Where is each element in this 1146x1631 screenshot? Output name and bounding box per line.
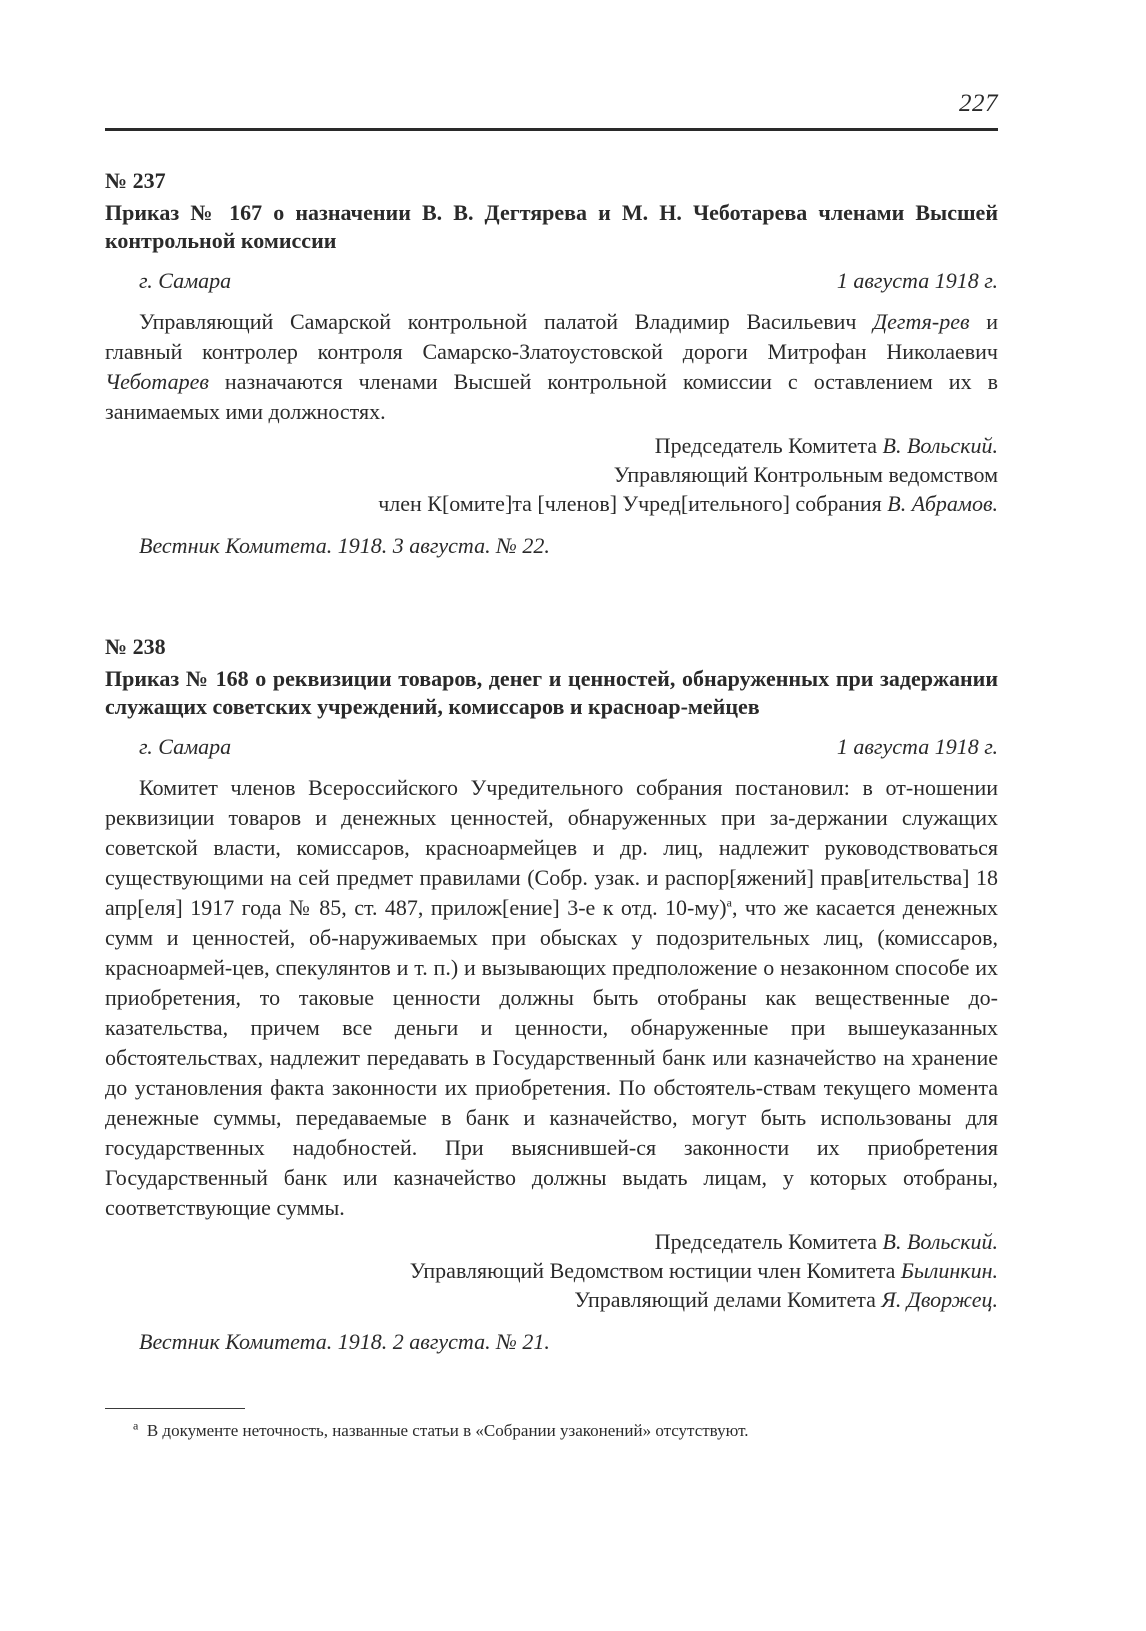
document-number: № 237 — [105, 168, 166, 193]
signatory-role: Председатель Комитета — [654, 433, 883, 458]
document-number: № 238 — [105, 634, 166, 659]
signatory-role: Управляющий Контрольным ведомством — [613, 462, 998, 487]
document-237 — [105, 167, 998, 560]
signature-line — [105, 460, 998, 489]
signature-block — [105, 431, 998, 518]
header-rule — [105, 128, 998, 131]
signatory-name: Я. Дворжец. — [881, 1287, 998, 1312]
person-name: Дегтя-рев — [873, 309, 970, 334]
body-text-part: и главный контролер контроля Самарско-Златоустовской дороги Митрофан Николаевич — [105, 309, 998, 364]
body-text-part: назначаются членами Высшей контрольной комиссии с оставлением их в занимаемых ими должностях. — [105, 369, 998, 424]
page-number: 227 — [959, 90, 998, 117]
signatory-role: член К[омите]та [членов] Учред[ительного] собрания — [378, 491, 888, 516]
signatory-role: Председатель Комитета — [654, 1229, 883, 1254]
document-title: Приказ № 168 о реквизиции товаров, денег и ценностей, обнаруженных при задержании служащих советских учреждений, комиссаров и красноар-мейцев — [105, 666, 998, 719]
signature-line — [105, 1227, 998, 1256]
footnote-marker: а — [133, 1418, 139, 1433]
footnote — [133, 1420, 749, 1442]
document-title: Приказ № 167 о назначении В. В. Дегтярева и М. Н. Чеботарева членами Высшей контрольной комиссии — [105, 200, 998, 253]
signatory-name: Былинкин. — [900, 1258, 998, 1283]
document-238 — [105, 633, 998, 1356]
footnote-text: В документе неточность, названные статьи в «Собрании узаконений» отсутствуют. — [146, 1421, 749, 1440]
signature-block — [105, 1227, 998, 1314]
footnote-rule — [105, 1408, 245, 1409]
signatory-name: В. Абрамов. — [887, 491, 998, 516]
signature-line — [105, 1285, 998, 1314]
document-body — [105, 773, 998, 1223]
document-date: 1 августа 1918 г. — [836, 734, 998, 759]
place-date-line — [105, 733, 998, 761]
place-date-line — [105, 267, 998, 295]
footnote-reference: а — [726, 895, 732, 910]
signature-line — [105, 1256, 998, 1285]
signature-line — [105, 431, 998, 460]
person-name: Чеботарев — [105, 369, 209, 394]
body-text-part: Комитет членов Всероссийского Учредительного собрания постановил: в от-ношении реквизиции товаров и денежных ценностей, обнаруженных при за-держании служащих советской власти, комиссаров, красноармейцев и др. лиц, надлежит руководствоваться существующими на сей предмет правилами (Собр. узак. и распор[яжений] прав[ительства] 18 апр[еля] 1917 года № 85, ст. 487, прилож[ение] 3-е к отд. 10-му) — [105, 775, 998, 920]
signatory-name: В. Вольский. — [882, 1229, 998, 1254]
body-text-part: , что же касается денежных сумм и ценностей, об-наруживаемых при обысках у подозрительных лиц, (комиссаров, красноармей-цев, спекулянтов и т. п.) и вызывающих предположение о незаконном способе их приобретения, то таковые ценности должны быть отобраны как вещественные до-казательства, причем все деньги и ценности, обнаруженные при вышеуказанных обстоятельствах, надлежит передавать в Государственный банк или казначейство на хранение до установления факта законности их приобретения. По обстоятель-ствам текущего момента денежные суммы, передаваемые в банк и казначейство, могут быть использованы для государственных надобностей. При выяснившей-ся законности их приобретения Государственный банк или казначейство должны выдать лицам, у которых отобраны, соответствующие суммы. — [105, 895, 999, 1220]
document-place: г. Самара — [139, 268, 232, 293]
document-source: Вестник Комитета. 1918. 2 августа. № 21. — [139, 1329, 550, 1354]
signatory-role: Управляющий Ведомством юстиции член Комитета — [409, 1258, 901, 1283]
document-body — [105, 307, 998, 427]
document-source: Вестник Комитета. 1918. 3 августа. № 22. — [139, 533, 550, 558]
body-text-part: Управляющий Самарской контрольной палатой Владимир Васильевич — [139, 309, 874, 334]
signature-line — [105, 489, 998, 518]
signatory-role: Управляющий делами Комитета — [574, 1287, 882, 1312]
document-date: 1 августа 1918 г. — [836, 268, 998, 293]
signatory-name: В. Вольский. — [882, 433, 998, 458]
document-place: г. Самара — [139, 734, 232, 759]
